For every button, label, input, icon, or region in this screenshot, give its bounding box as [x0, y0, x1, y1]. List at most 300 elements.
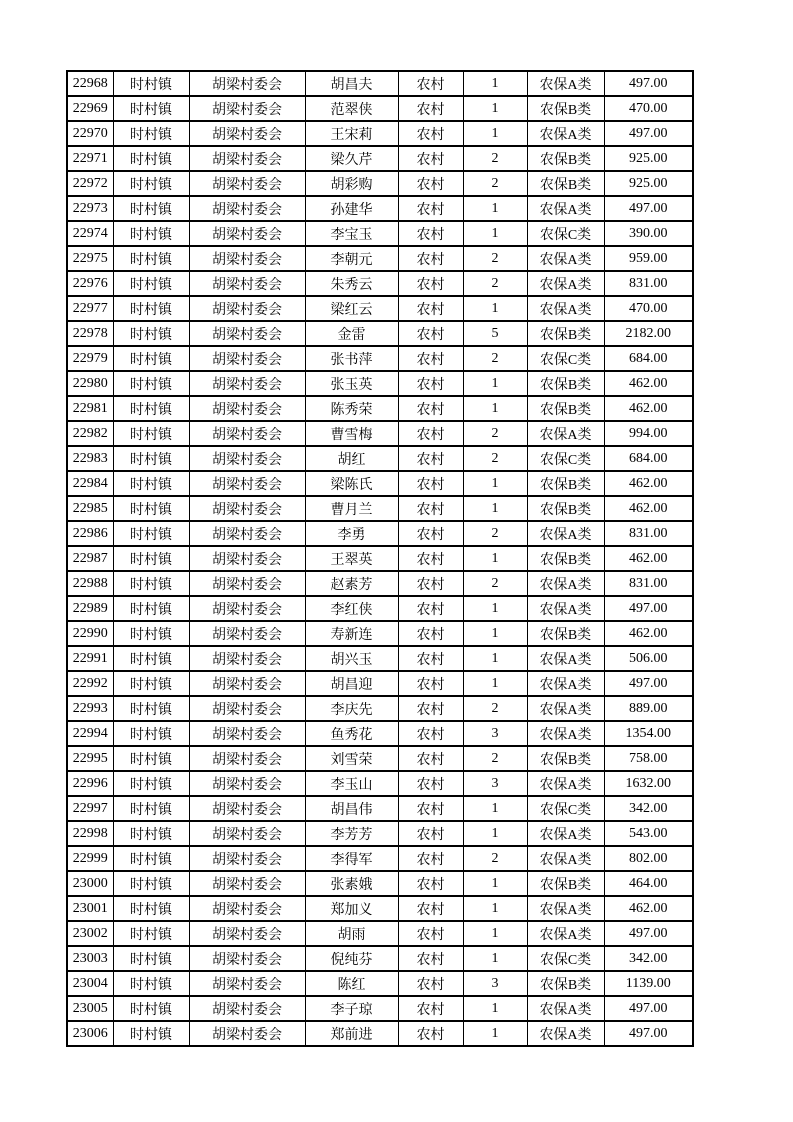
- cell-person-count: 2: [463, 446, 527, 471]
- cell-insurance-category: 农保A类: [527, 846, 604, 871]
- cell-person-count: 1: [463, 646, 527, 671]
- cell-person-name: 李芳芳: [305, 821, 398, 846]
- cell-insurance-category: 农保A类: [527, 646, 604, 671]
- cell-person-name: 李朝元: [305, 246, 398, 271]
- cell-person-count: 1: [463, 471, 527, 496]
- cell-residence-type: 农村: [398, 821, 463, 846]
- table-row: [67, 646, 693, 671]
- table-row: [67, 946, 693, 971]
- cell-person-name: 李勇: [305, 521, 398, 546]
- cell-insurance-category: 农保C类: [527, 346, 604, 371]
- table-row: [67, 296, 693, 321]
- cell-amount: 831.00: [604, 521, 693, 546]
- cell-residence-type: 农村: [398, 246, 463, 271]
- cell-serial-number: 22980: [67, 371, 113, 396]
- cell-person-name: 李红侠: [305, 596, 398, 621]
- cell-insurance-category: 农保A类: [527, 196, 604, 221]
- table-row: [67, 271, 693, 296]
- cell-residence-type: 农村: [398, 446, 463, 471]
- cell-person-name: 李庆先: [305, 696, 398, 721]
- cell-amount: 462.00: [604, 396, 693, 421]
- cell-person-name: 李子琼: [305, 996, 398, 1021]
- cell-village-committee: 胡梁村委会: [189, 596, 305, 621]
- cell-person-name: 刘雪荣: [305, 746, 398, 771]
- cell-town: 时村镇: [113, 246, 189, 271]
- cell-residence-type: 农村: [398, 296, 463, 321]
- cell-insurance-category: 农保A类: [527, 721, 604, 746]
- cell-serial-number: 22986: [67, 521, 113, 546]
- table-row: [67, 71, 693, 96]
- cell-residence-type: 农村: [398, 796, 463, 821]
- cell-person-count: 1: [463, 796, 527, 821]
- cell-serial-number: 23004: [67, 971, 113, 996]
- cell-person-count: 1: [463, 1021, 527, 1046]
- cell-serial-number: 22999: [67, 846, 113, 871]
- cell-town: 时村镇: [113, 146, 189, 171]
- cell-town: 时村镇: [113, 171, 189, 196]
- table-row: [67, 446, 693, 471]
- cell-amount: 462.00: [604, 896, 693, 921]
- cell-person-count: 5: [463, 321, 527, 346]
- cell-person-name: 胡昌夫: [305, 71, 398, 96]
- cell-person-count: 2: [463, 746, 527, 771]
- cell-residence-type: 农村: [398, 196, 463, 221]
- cell-amount: 684.00: [604, 346, 693, 371]
- cell-amount: 464.00: [604, 871, 693, 896]
- cell-insurance-category: 农保C类: [527, 796, 604, 821]
- cell-village-committee: 胡梁村委会: [189, 971, 305, 996]
- cell-town: 时村镇: [113, 771, 189, 796]
- cell-amount: 1632.00: [604, 771, 693, 796]
- cell-village-committee: 胡梁村委会: [189, 521, 305, 546]
- cell-insurance-category: 农保A类: [527, 896, 604, 921]
- cell-person-name: 寿新连: [305, 621, 398, 646]
- cell-amount: 470.00: [604, 96, 693, 121]
- cell-village-committee: 胡梁村委会: [189, 946, 305, 971]
- cell-serial-number: 22997: [67, 796, 113, 821]
- cell-village-committee: 胡梁村委会: [189, 96, 305, 121]
- cell-person-name: 胡雨: [305, 921, 398, 946]
- cell-town: 时村镇: [113, 871, 189, 896]
- cell-serial-number: 23003: [67, 946, 113, 971]
- cell-town: 时村镇: [113, 396, 189, 421]
- cell-person-name: 鱼秀花: [305, 721, 398, 746]
- cell-serial-number: 22989: [67, 596, 113, 621]
- cell-village-committee: 胡梁村委会: [189, 346, 305, 371]
- table-row: [67, 846, 693, 871]
- cell-serial-number: 22971: [67, 146, 113, 171]
- table-row: [67, 471, 693, 496]
- cell-serial-number: 22981: [67, 396, 113, 421]
- cell-person-count: 1: [463, 221, 527, 246]
- cell-town: 时村镇: [113, 921, 189, 946]
- cell-residence-type: 农村: [398, 371, 463, 396]
- cell-amount: 1354.00: [604, 721, 693, 746]
- cell-town: 时村镇: [113, 621, 189, 646]
- cell-person-name: 曹月兰: [305, 496, 398, 521]
- cell-amount: 959.00: [604, 246, 693, 271]
- cell-town: 时村镇: [113, 846, 189, 871]
- cell-amount: 462.00: [604, 496, 693, 521]
- cell-amount: 342.00: [604, 946, 693, 971]
- cell-insurance-category: 农保B类: [527, 546, 604, 571]
- cell-amount: 994.00: [604, 421, 693, 446]
- cell-person-count: 1: [463, 196, 527, 221]
- cell-amount: 758.00: [604, 746, 693, 771]
- cell-amount: 684.00: [604, 446, 693, 471]
- cell-person-name: 王宋莉: [305, 121, 398, 146]
- cell-town: 时村镇: [113, 446, 189, 471]
- cell-village-committee: 胡梁村委会: [189, 171, 305, 196]
- cell-town: 时村镇: [113, 696, 189, 721]
- cell-village-committee: 胡梁村委会: [189, 371, 305, 396]
- table-row: [67, 746, 693, 771]
- cell-person-count: 3: [463, 971, 527, 996]
- cell-town: 时村镇: [113, 1021, 189, 1046]
- cell-village-committee: 胡梁村委会: [189, 696, 305, 721]
- cell-person-count: 2: [463, 846, 527, 871]
- cell-amount: 1139.00: [604, 971, 693, 996]
- cell-insurance-category: 农保C类: [527, 946, 604, 971]
- cell-village-committee: 胡梁村委会: [189, 246, 305, 271]
- cell-amount: 497.00: [604, 671, 693, 696]
- cell-serial-number: 22976: [67, 271, 113, 296]
- cell-serial-number: 22996: [67, 771, 113, 796]
- table-row: [67, 671, 693, 696]
- cell-serial-number: 23006: [67, 1021, 113, 1046]
- cell-residence-type: 农村: [398, 496, 463, 521]
- cell-amount: 462.00: [604, 471, 693, 496]
- table-row: [67, 121, 693, 146]
- cell-insurance-category: 农保A类: [527, 596, 604, 621]
- cell-serial-number: 22987: [67, 546, 113, 571]
- table-row: [67, 1021, 693, 1046]
- table-row: [67, 921, 693, 946]
- cell-residence-type: 农村: [398, 346, 463, 371]
- cell-village-committee: 胡梁村委会: [189, 571, 305, 596]
- cell-person-name: 梁久芹: [305, 146, 398, 171]
- cell-town: 时村镇: [113, 721, 189, 746]
- cell-village-committee: 胡梁村委会: [189, 921, 305, 946]
- cell-person-name: 李宝玉: [305, 221, 398, 246]
- cell-amount: 462.00: [604, 621, 693, 646]
- cell-serial-number: 22975: [67, 246, 113, 271]
- cell-town: 时村镇: [113, 346, 189, 371]
- cell-insurance-category: 农保B类: [527, 496, 604, 521]
- cell-person-count: 1: [463, 871, 527, 896]
- cell-town: 时村镇: [113, 371, 189, 396]
- cell-residence-type: 农村: [398, 171, 463, 196]
- cell-person-count: 2: [463, 171, 527, 196]
- cell-insurance-category: 农保A类: [527, 421, 604, 446]
- cell-amount: 925.00: [604, 146, 693, 171]
- cell-serial-number: 22995: [67, 746, 113, 771]
- cell-insurance-category: 农保B类: [527, 971, 604, 996]
- cell-town: 时村镇: [113, 71, 189, 96]
- cell-person-count: 1: [463, 121, 527, 146]
- table-row: [67, 396, 693, 421]
- cell-town: 时村镇: [113, 821, 189, 846]
- cell-residence-type: 农村: [398, 571, 463, 596]
- cell-person-count: 1: [463, 71, 527, 96]
- cell-person-name: 梁红云: [305, 296, 398, 321]
- table-row: [67, 821, 693, 846]
- cell-serial-number: 22992: [67, 671, 113, 696]
- cell-person-count: 2: [463, 521, 527, 546]
- cell-serial-number: 22993: [67, 696, 113, 721]
- cell-insurance-category: 农保A类: [527, 821, 604, 846]
- cell-residence-type: 农村: [398, 96, 463, 121]
- cell-person-name: 郑前进: [305, 1021, 398, 1046]
- cell-insurance-category: 农保A类: [527, 671, 604, 696]
- cell-person-name: 胡红: [305, 446, 398, 471]
- cell-town: 时村镇: [113, 221, 189, 246]
- table-row: [67, 421, 693, 446]
- cell-insurance-category: 农保B类: [527, 471, 604, 496]
- cell-residence-type: 农村: [398, 971, 463, 996]
- cell-person-name: 王翠英: [305, 546, 398, 571]
- cell-person-count: 2: [463, 696, 527, 721]
- cell-village-committee: 胡梁村委会: [189, 621, 305, 646]
- cell-village-committee: 胡梁村委会: [189, 796, 305, 821]
- cell-town: 时村镇: [113, 296, 189, 321]
- cell-serial-number: 22974: [67, 221, 113, 246]
- cell-person-name: 胡昌伟: [305, 796, 398, 821]
- cell-amount: 506.00: [604, 646, 693, 671]
- cell-village-committee: 胡梁村委会: [189, 746, 305, 771]
- cell-person-name: 倪纯芬: [305, 946, 398, 971]
- cell-person-name: 陈红: [305, 971, 398, 996]
- cell-insurance-category: 农保A类: [527, 246, 604, 271]
- cell-residence-type: 农村: [398, 696, 463, 721]
- table-row: [67, 146, 693, 171]
- cell-person-count: 1: [463, 371, 527, 396]
- cell-person-count: 1: [463, 546, 527, 571]
- cell-person-count: 1: [463, 896, 527, 921]
- cell-person-name: 张玉英: [305, 371, 398, 396]
- cell-person-name: 胡昌迎: [305, 671, 398, 696]
- cell-insurance-category: 农保C类: [527, 446, 604, 471]
- cell-person-name: 张素娥: [305, 871, 398, 896]
- cell-person-count: 1: [463, 821, 527, 846]
- cell-serial-number: 22994: [67, 721, 113, 746]
- cell-amount: 497.00: [604, 196, 693, 221]
- cell-village-committee: 胡梁村委会: [189, 821, 305, 846]
- cell-serial-number: 22984: [67, 471, 113, 496]
- cell-town: 时村镇: [113, 421, 189, 446]
- cell-residence-type: 农村: [398, 646, 463, 671]
- cell-town: 时村镇: [113, 96, 189, 121]
- table-row: [67, 721, 693, 746]
- cell-person-count: 2: [463, 346, 527, 371]
- cell-residence-type: 农村: [398, 671, 463, 696]
- cell-person-count: 3: [463, 721, 527, 746]
- cell-insurance-category: 农保B类: [527, 871, 604, 896]
- cell-person-count: 2: [463, 246, 527, 271]
- cell-insurance-category: 农保B类: [527, 371, 604, 396]
- cell-serial-number: 22970: [67, 121, 113, 146]
- cell-residence-type: 农村: [398, 396, 463, 421]
- cell-town: 时村镇: [113, 196, 189, 221]
- cell-amount: 831.00: [604, 271, 693, 296]
- table-row: [67, 321, 693, 346]
- cell-person-name: 李玉山: [305, 771, 398, 796]
- cell-residence-type: 农村: [398, 621, 463, 646]
- cell-village-committee: 胡梁村委会: [189, 546, 305, 571]
- cell-insurance-category: 农保A类: [527, 996, 604, 1021]
- cell-amount: 497.00: [604, 71, 693, 96]
- cell-person-count: 1: [463, 596, 527, 621]
- cell-residence-type: 农村: [398, 996, 463, 1021]
- cell-amount: 497.00: [604, 596, 693, 621]
- cell-person-count: 1: [463, 96, 527, 121]
- cell-serial-number: 22968: [67, 71, 113, 96]
- cell-amount: 462.00: [604, 546, 693, 571]
- cell-person-name: 郑加义: [305, 896, 398, 921]
- cell-person-name: 朱秀云: [305, 271, 398, 296]
- cell-town: 时村镇: [113, 521, 189, 546]
- table-row: [67, 171, 693, 196]
- cell-insurance-category: 农保B类: [527, 621, 604, 646]
- table-row: [67, 621, 693, 646]
- cell-insurance-category: 农保B类: [527, 321, 604, 346]
- cell-insurance-category: 农保A类: [527, 521, 604, 546]
- cell-amount: 497.00: [604, 1021, 693, 1046]
- cell-amount: 543.00: [604, 821, 693, 846]
- cell-amount: 342.00: [604, 796, 693, 821]
- cell-town: 时村镇: [113, 646, 189, 671]
- cell-town: 时村镇: [113, 671, 189, 696]
- cell-serial-number: 22991: [67, 646, 113, 671]
- cell-residence-type: 农村: [398, 1021, 463, 1046]
- cell-serial-number: 22978: [67, 321, 113, 346]
- cell-person-count: 1: [463, 496, 527, 521]
- table-row: [67, 871, 693, 896]
- cell-town: 时村镇: [113, 321, 189, 346]
- cell-insurance-category: 农保C类: [527, 221, 604, 246]
- cell-person-name: 胡兴玉: [305, 646, 398, 671]
- cell-town: 时村镇: [113, 471, 189, 496]
- cell-village-committee: 胡梁村委会: [189, 221, 305, 246]
- cell-person-count: 1: [463, 296, 527, 321]
- cell-amount: 497.00: [604, 921, 693, 946]
- cell-village-committee: 胡梁村委会: [189, 846, 305, 871]
- cell-person-count: 1: [463, 671, 527, 696]
- cell-insurance-category: 农保A类: [527, 271, 604, 296]
- table-row: [67, 221, 693, 246]
- cell-person-name: 范翠侠: [305, 96, 398, 121]
- cell-person-count: 2: [463, 571, 527, 596]
- cell-village-committee: 胡梁村委会: [189, 446, 305, 471]
- cell-serial-number: 22979: [67, 346, 113, 371]
- cell-town: 时村镇: [113, 746, 189, 771]
- cell-serial-number: 23001: [67, 896, 113, 921]
- cell-residence-type: 农村: [398, 271, 463, 296]
- cell-person-name: 梁陈氏: [305, 471, 398, 496]
- cell-amount: 497.00: [604, 121, 693, 146]
- cell-residence-type: 农村: [398, 546, 463, 571]
- cell-amount: 831.00: [604, 571, 693, 596]
- table-row: [67, 996, 693, 1021]
- cell-person-name: 赵素芳: [305, 571, 398, 596]
- cell-amount: 2182.00: [604, 321, 693, 346]
- cell-village-committee: 胡梁村委会: [189, 121, 305, 146]
- cell-village-committee: 胡梁村委会: [189, 646, 305, 671]
- cell-serial-number: 22990: [67, 621, 113, 646]
- cell-residence-type: 农村: [398, 596, 463, 621]
- cell-serial-number: 22985: [67, 496, 113, 521]
- table-row: [67, 346, 693, 371]
- cell-serial-number: 23002: [67, 921, 113, 946]
- cell-person-count: 2: [463, 421, 527, 446]
- cell-residence-type: 农村: [398, 521, 463, 546]
- cell-residence-type: 农村: [398, 871, 463, 896]
- table-row: [67, 896, 693, 921]
- cell-village-committee: 胡梁村委会: [189, 396, 305, 421]
- cell-village-committee: 胡梁村委会: [189, 421, 305, 446]
- cell-amount: 497.00: [604, 996, 693, 1021]
- cell-residence-type: 农村: [398, 221, 463, 246]
- cell-insurance-category: 农保B类: [527, 746, 604, 771]
- cell-person-count: 3: [463, 771, 527, 796]
- cell-residence-type: 农村: [398, 421, 463, 446]
- table-row: [67, 596, 693, 621]
- table-row: [67, 246, 693, 271]
- cell-residence-type: 农村: [398, 71, 463, 96]
- cell-insurance-category: 农保A类: [527, 571, 604, 596]
- cell-person-name: 金雷: [305, 321, 398, 346]
- cell-town: 时村镇: [113, 496, 189, 521]
- cell-serial-number: 22988: [67, 571, 113, 596]
- cell-serial-number: 23005: [67, 996, 113, 1021]
- cell-serial-number: 22973: [67, 196, 113, 221]
- cell-village-committee: 胡梁村委会: [189, 146, 305, 171]
- table-row: [67, 971, 693, 996]
- cell-village-committee: 胡梁村委会: [189, 721, 305, 746]
- benefits-roster-table: [66, 70, 694, 1047]
- cell-amount: 925.00: [604, 171, 693, 196]
- cell-insurance-category: 农保A类: [527, 71, 604, 96]
- cell-serial-number: 22969: [67, 96, 113, 121]
- cell-residence-type: 农村: [398, 846, 463, 871]
- cell-insurance-category: 农保B类: [527, 96, 604, 121]
- cell-residence-type: 农村: [398, 946, 463, 971]
- cell-town: 时村镇: [113, 571, 189, 596]
- cell-town: 时村镇: [113, 896, 189, 921]
- cell-village-committee: 胡梁村委会: [189, 871, 305, 896]
- cell-town: 时村镇: [113, 971, 189, 996]
- cell-village-committee: 胡梁村委会: [189, 771, 305, 796]
- cell-person-count: 2: [463, 146, 527, 171]
- cell-residence-type: 农村: [398, 721, 463, 746]
- cell-town: 时村镇: [113, 121, 189, 146]
- cell-town: 时村镇: [113, 946, 189, 971]
- table-row: [67, 571, 693, 596]
- table-row: [67, 546, 693, 571]
- cell-residence-type: 农村: [398, 921, 463, 946]
- cell-residence-type: 农村: [398, 146, 463, 171]
- cell-person-count: 1: [463, 396, 527, 421]
- cell-serial-number: 22977: [67, 296, 113, 321]
- cell-amount: 462.00: [604, 371, 693, 396]
- cell-person-count: 2: [463, 271, 527, 296]
- cell-village-committee: 胡梁村委会: [189, 496, 305, 521]
- cell-insurance-category: 农保A类: [527, 921, 604, 946]
- table-row: [67, 696, 693, 721]
- cell-residence-type: 农村: [398, 321, 463, 346]
- cell-person-name: 张书萍: [305, 346, 398, 371]
- cell-village-committee: 胡梁村委会: [189, 271, 305, 296]
